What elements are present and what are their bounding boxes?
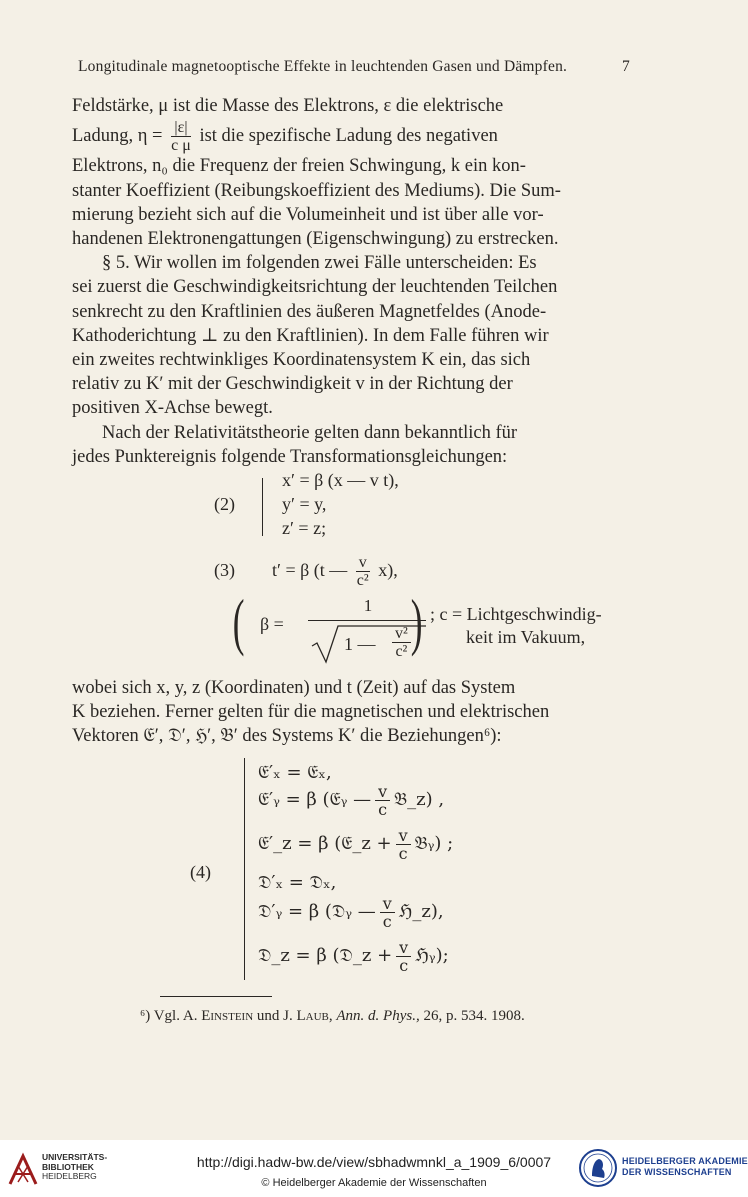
- text-line: mierung bezieht sich auf die Volumeinheit und ist über alle vor-: [72, 204, 544, 225]
- body-text-top: [72, 94, 628, 469]
- text-line: Elektrons, n₀ die Frequenz der freien Schwingung, k ein kon-: [72, 156, 526, 177]
- text-line: Kathoderichtung ⊥ zu den Kraftlinien). In dem Falle führen wir: [72, 325, 549, 346]
- equation-2c: z′ = z;: [282, 518, 327, 538]
- running-header: [78, 58, 630, 76]
- footnote: ⁶) Vgl. A. Einstein und J. Laub, Ann. d. Phys., 26, p. 534. 1908.: [140, 1008, 525, 1024]
- beta-root-fraction: $\frac{\text{v²}}{\text{c²}}$: [388, 624, 415, 660]
- text-line: sei zuerst die Geschwindigkeitsrichtung der leuchtenden Teilchen: [72, 277, 558, 298]
- text-line: § 5. Wir wollen im folgenden zwei Fälle unterscheiden: Es: [102, 253, 537, 274]
- text-line: jedes Punktereignis folgende Transformationsgleichungen:: [72, 446, 508, 467]
- equation-4-line-3: 𝔈′_z = β (𝔈_z + $\frac{v}{c}$ 𝔅ᵧ) ;: [258, 825, 454, 863]
- copyright-notice: © Heidelberger Akademie der Wissenschaften: [261, 1177, 487, 1189]
- footnote-rule: [160, 996, 272, 997]
- text-line: wobei sich x, y, z (Koordinaten) und t (Zeit) auf das System: [72, 678, 516, 698]
- equation-label-4: (4): [190, 862, 211, 882]
- library-name: UNIVERSITÄTS- BIBLIOTHEK HEIDELBERG: [42, 1152, 108, 1181]
- v-over-c2-fraction: $\frac{v}{\text{c²}}$: [356, 554, 369, 590]
- equation-2a: x′ = β (x — v t),: [282, 470, 399, 490]
- beta-numerator: 1: [363, 596, 373, 615]
- footer-bar: [0, 1140, 748, 1197]
- text-line: Ladung, η = $\frac{|\varepsilon|}{\text{c μ}}$ ist die spezifische Ladung des negativen: [72, 119, 498, 155]
- permalink-url[interactable]: http://digi.hadw-bw.de/view/sbhadwmnkl_a_1909_6/0007: [196, 1154, 552, 1170]
- beta-root-term: 1 —: [344, 634, 376, 654]
- equation-label-3: (3): [214, 560, 235, 580]
- equation-4-line-5: 𝔇′ᵧ = β (𝔇ᵧ — $\frac{v}{c}$ ℌ_z),: [258, 893, 444, 931]
- equation-label-2: (2): [214, 494, 235, 514]
- equation-4-line-6: 𝔇_z = β (𝔇_z + $\frac{v}{c}$ ℌᵧ);: [258, 937, 449, 975]
- left-parenthesis: (: [232, 586, 245, 657]
- academy-seal-icon: [578, 1148, 618, 1188]
- text-line: ein zweites rechtwinkliges Koordinatensystem K ein, das sich: [72, 350, 531, 371]
- text-line: Feldstärke, μ ist die Masse des Elektrons, ε die elektrische: [72, 96, 504, 116]
- brace-4: [244, 758, 245, 980]
- right-parenthesis: ): [410, 586, 423, 657]
- equation-4-line-4: 𝔇′ₓ = 𝔇ₓ,: [258, 872, 337, 893]
- equation-3: t′ = β (t — $\frac{v}{\text{c²}}$ x),: [272, 554, 398, 590]
- text-line: relativ zu K′ mit der Geschwindigkeit v in der Richtung der: [72, 374, 513, 395]
- text-line: K beziehen. Ferner gelten für die magnetischen und elektrischen: [72, 702, 550, 723]
- equation-4-line-1: 𝔈′ₓ = 𝔈ₓ,: [258, 762, 332, 783]
- text-line: senkrecht zu den Kraftlinien des äußeren Magnetfeldes (Anode-: [72, 301, 547, 322]
- page-number: 7: [622, 58, 630, 75]
- text-line: positiven X-Achse bewegt.: [72, 398, 273, 419]
- speed-of-light-note-1: ; c = Lichtgeschwindig-: [430, 604, 602, 624]
- equation-2b: y′ = y,: [282, 494, 327, 514]
- speed-of-light-note-2: keit im Vakuum,: [466, 627, 586, 647]
- text-line: Nach der Relativitätstheorie gelten dann bekanntlich für: [102, 422, 518, 443]
- body-text-middle: [72, 676, 628, 749]
- beta-fraction-bar: [308, 620, 426, 621]
- text-line: handenen Elektronengattungen (Eigenschwingung) zu erstrecken.: [72, 229, 559, 250]
- equation-4-line-2: 𝔈′ᵧ = β (𝔈ᵧ — $\frac{v}{c}$ 𝔅_z) ,: [258, 781, 445, 819]
- text-line: stanter Koeffizient (Reibungskoeffizient des Mediums). Die Sum-: [72, 180, 561, 201]
- beta-left: β =: [260, 614, 284, 634]
- text-line: Vektoren 𝔈′, 𝔇′, ℌ′, 𝔅′ des Systems K′ die Beziehungen⁶):: [72, 726, 502, 747]
- running-title: Longitudinale magnetooptische Effekte in leuchtenden Gasen und Dämpfen.: [78, 58, 568, 75]
- brace-2: [262, 478, 263, 536]
- academy-name: HEIDELBERGER AKADEMIE DER WISSENSCHAFTEN: [622, 1156, 748, 1177]
- eta-fraction: $\frac{|\varepsilon|}{\text{c μ}}$: [171, 119, 191, 155]
